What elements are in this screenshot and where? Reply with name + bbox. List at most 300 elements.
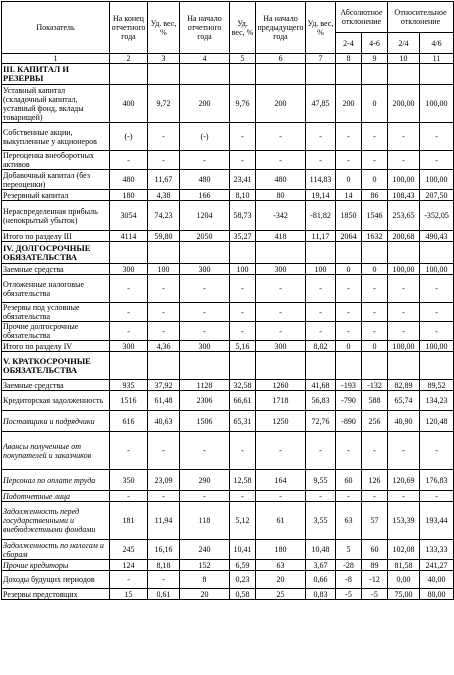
header-prev-year: На начало предыдущего года — [256, 2, 306, 54]
value-cell: -342 — [256, 201, 306, 231]
value-cell: 1718 — [256, 391, 306, 411]
value-cell: 3054 — [110, 201, 148, 231]
empty-cell — [180, 242, 230, 264]
table-row — [2, 491, 454, 502]
column-number: 9 — [362, 54, 388, 64]
value-cell: 290 — [180, 470, 230, 491]
value-cell: 300 — [110, 264, 148, 275]
row-label: Итого по разделу III — [2, 231, 110, 242]
value-cell: - — [230, 303, 256, 322]
value-cell: 0 — [362, 341, 388, 352]
value-cell: 82,89 — [388, 380, 420, 391]
value-cell: - — [306, 303, 336, 322]
value-cell: 1506 — [180, 411, 230, 432]
value-cell: - — [420, 275, 454, 303]
value-cell: 100,00 — [420, 341, 454, 352]
value-cell: 2050 — [180, 231, 230, 242]
value-cell: - — [148, 275, 180, 303]
row-label: Уставный капитал (складочный капитал, уставный фонд, вклады товарищей) — [2, 85, 110, 123]
header-abs-46: 4-6 — [362, 33, 388, 54]
value-cell: 153,39 — [388, 502, 420, 540]
empty-cell — [110, 242, 148, 264]
value-cell: - — [230, 275, 256, 303]
value-cell: 0,83 — [306, 589, 336, 600]
value-cell: 23,09 — [148, 470, 180, 491]
value-cell: - — [180, 151, 230, 170]
value-cell: 480 — [256, 170, 306, 190]
value-cell: - — [336, 123, 362, 151]
value-cell: - — [306, 322, 336, 341]
value-cell: 134,23 — [420, 391, 454, 411]
value-cell: 59,80 — [148, 231, 180, 242]
value-cell: -28 — [336, 560, 362, 571]
value-cell: 100 — [230, 264, 256, 275]
value-cell: 6,59 — [230, 560, 256, 571]
section-header-row — [2, 242, 454, 264]
empty-cell — [148, 64, 180, 85]
value-cell: - — [362, 123, 388, 151]
value-cell: 181 — [110, 502, 148, 540]
value-cell: - — [420, 491, 454, 502]
table-row — [2, 231, 454, 242]
header-start-period: На начало отчетного года — [180, 2, 230, 54]
value-cell: - — [306, 491, 336, 502]
row-label: Резервы под условные обязательства — [2, 303, 110, 322]
empty-cell — [336, 64, 362, 85]
empty-cell — [230, 64, 256, 85]
value-cell: 9,55 — [306, 470, 336, 491]
empty-cell — [256, 352, 306, 380]
column-number: 8 — [336, 54, 362, 64]
value-cell: - — [362, 303, 388, 322]
value-cell: -5 — [362, 589, 388, 600]
value-cell: 300 — [256, 264, 306, 275]
empty-cell — [336, 352, 362, 380]
value-cell: 14 — [336, 190, 362, 201]
row-label: Прочие кредиторы — [2, 560, 110, 571]
value-cell: 0 — [336, 170, 362, 190]
table-row — [2, 85, 454, 123]
value-cell: 32,58 — [230, 380, 256, 391]
value-cell: 102,08 — [388, 540, 420, 560]
value-cell: 200 — [336, 85, 362, 123]
value-cell: 0,66 — [306, 571, 336, 589]
value-cell: - — [148, 303, 180, 322]
value-cell: 89 — [362, 560, 388, 571]
value-cell: 0,61 — [148, 589, 180, 600]
value-cell: 75,00 — [388, 589, 420, 600]
table-row — [2, 303, 454, 322]
value-cell: 15 — [110, 589, 148, 600]
value-cell: - — [420, 432, 454, 470]
row-label: Кредиторская задолженность — [2, 391, 110, 411]
value-cell: - — [362, 151, 388, 170]
value-cell: 100,00 — [420, 264, 454, 275]
row-label: Заемные средства — [2, 264, 110, 275]
column-number: 3 — [148, 54, 180, 64]
value-cell: 0 — [336, 264, 362, 275]
row-label: Итого по разделу IV — [2, 341, 110, 352]
value-cell: 120,69 — [388, 470, 420, 491]
empty-cell — [336, 242, 362, 264]
value-cell: - — [110, 491, 148, 502]
value-cell: - — [256, 491, 306, 502]
value-cell: 133,33 — [420, 540, 454, 560]
value-cell: 12,58 — [230, 470, 256, 491]
value-cell: 19,14 — [306, 190, 336, 201]
value-cell: 240 — [180, 540, 230, 560]
value-cell: - — [256, 275, 306, 303]
value-cell: 61 — [256, 502, 306, 540]
table-row — [2, 540, 454, 560]
value-cell: - — [148, 571, 180, 589]
value-cell: - — [256, 303, 306, 322]
value-cell: 1204 — [180, 201, 230, 231]
value-cell: - — [180, 432, 230, 470]
value-cell: 0,58 — [230, 589, 256, 600]
value-cell: - — [336, 432, 362, 470]
value-cell: - — [388, 322, 420, 341]
value-cell: 56,83 — [306, 391, 336, 411]
empty-cell — [180, 352, 230, 380]
section-title: IV. ДОЛГОСРОЧНЫЕ ОБЯЗАТЕЛЬСТВА — [2, 242, 110, 264]
value-cell: - — [148, 322, 180, 341]
empty-cell — [388, 64, 420, 85]
section-title: V. КРАТКОСРОЧНЫЕ ОБЯЗАТЕЛЬСТВА — [2, 352, 110, 380]
value-cell: 126 — [362, 470, 388, 491]
value-cell: 176,83 — [420, 470, 454, 491]
value-cell: - — [336, 303, 362, 322]
value-cell: 57 — [362, 502, 388, 540]
value-cell: 0 — [362, 264, 388, 275]
header-abs-24: 2-4 — [336, 33, 362, 54]
value-cell: 11,94 — [148, 502, 180, 540]
value-cell: 11,17 — [306, 231, 336, 242]
value-cell: 108,43 — [388, 190, 420, 201]
value-cell: 63 — [336, 502, 362, 540]
value-cell: 588 — [362, 391, 388, 411]
value-cell: - — [180, 303, 230, 322]
row-label: Резервы предстоящих — [2, 589, 110, 600]
value-cell: - — [388, 275, 420, 303]
value-cell: 480 — [110, 170, 148, 190]
value-cell: - — [110, 275, 148, 303]
value-cell: 65,31 — [230, 411, 256, 432]
table-row — [2, 275, 454, 303]
value-cell: - — [256, 151, 306, 170]
table-row — [2, 123, 454, 151]
row-label: Задолженность по налогам и сборам — [2, 540, 110, 560]
value-cell: 86 — [362, 190, 388, 201]
empty-cell — [420, 352, 454, 380]
value-cell: 0,00 — [388, 571, 420, 589]
value-cell: 120,48 — [420, 411, 454, 432]
value-cell: - — [148, 123, 180, 151]
value-cell: 300 — [180, 341, 230, 352]
value-cell: 1632 — [362, 231, 388, 242]
value-cell: - — [306, 275, 336, 303]
value-cell: 2306 — [180, 391, 230, 411]
value-cell: 200,68 — [388, 231, 420, 242]
table-row — [2, 502, 454, 540]
value-cell: 300 — [180, 264, 230, 275]
value-cell: 8,18 — [148, 560, 180, 571]
value-cell: - — [420, 123, 454, 151]
value-cell: 100 — [306, 264, 336, 275]
header-share-1: Уд. вес, % — [148, 2, 180, 54]
table-row — [2, 190, 454, 201]
column-number: 11 — [420, 54, 454, 64]
value-cell: 1516 — [110, 391, 148, 411]
empty-cell — [306, 352, 336, 380]
value-cell: 23,41 — [230, 170, 256, 190]
empty-cell — [148, 242, 180, 264]
empty-cell — [362, 352, 388, 380]
value-cell: (-) — [110, 123, 148, 151]
value-cell: 40,90 — [388, 411, 420, 432]
section-header-row — [2, 64, 454, 85]
empty-cell — [420, 242, 454, 264]
table-row — [2, 264, 454, 275]
value-cell: 200 — [256, 85, 306, 123]
empty-cell — [306, 242, 336, 264]
value-cell: 20 — [256, 571, 306, 589]
value-cell: (-) — [180, 123, 230, 151]
row-label: Собственные акции, выкупленные у акционеров — [2, 123, 110, 151]
value-cell: - — [110, 322, 148, 341]
table-row — [2, 411, 454, 432]
value-cell: - — [148, 491, 180, 502]
value-cell: 300 — [256, 341, 306, 352]
value-cell: 200 — [180, 85, 230, 123]
value-cell: 60 — [362, 540, 388, 560]
value-cell: - — [362, 322, 388, 341]
column-number: 2 — [110, 54, 148, 64]
value-cell: 256 — [362, 411, 388, 432]
value-cell: 40,00 — [420, 571, 454, 589]
value-cell: - — [388, 123, 420, 151]
value-cell: - — [256, 123, 306, 151]
value-cell: 74,23 — [148, 201, 180, 231]
table-row — [2, 170, 454, 190]
header-share-3: Уд. вес, % — [306, 2, 336, 54]
empty-cell — [388, 242, 420, 264]
value-cell: -12 — [362, 571, 388, 589]
row-label: Отложенные налоговые обязательства — [2, 275, 110, 303]
row-label: Задолженность перед государственными и внебюджетными фондами — [2, 502, 110, 540]
empty-cell — [230, 352, 256, 380]
value-cell: - — [230, 123, 256, 151]
value-cell: 1850 — [336, 201, 362, 231]
header-rel-46: 4/6 — [420, 33, 454, 54]
table-row — [2, 470, 454, 491]
header-rel-deviation: Относительное отклонение — [388, 2, 454, 33]
value-cell: 4,38 — [148, 190, 180, 201]
value-cell: 20 — [180, 589, 230, 600]
value-cell: 935 — [110, 380, 148, 391]
row-label: Авансы полученные от покупателей и заказчиков — [2, 432, 110, 470]
value-cell: 200,00 — [388, 85, 420, 123]
table-row — [2, 391, 454, 411]
value-cell: 5,12 — [230, 502, 256, 540]
value-cell: 152 — [180, 560, 230, 571]
value-cell: 60 — [336, 470, 362, 491]
value-cell: 245 — [110, 540, 148, 560]
value-cell: - — [180, 491, 230, 502]
value-cell: 41,68 — [306, 380, 336, 391]
table-row — [2, 571, 454, 589]
value-cell: - — [148, 432, 180, 470]
section-title: III. КАПИТАЛ И РЕЗЕРВЫ — [2, 64, 110, 85]
value-cell: - — [180, 275, 230, 303]
value-cell: 37,92 — [148, 380, 180, 391]
value-cell: 80 — [256, 190, 306, 201]
value-cell: 65,74 — [388, 391, 420, 411]
value-cell: - — [388, 303, 420, 322]
row-label: Заемные средства — [2, 380, 110, 391]
empty-cell — [256, 64, 306, 85]
value-cell: 180 — [110, 190, 148, 201]
value-cell: 100,00 — [388, 341, 420, 352]
value-cell: - — [230, 322, 256, 341]
value-cell: - — [110, 571, 148, 589]
value-cell: 10,41 — [230, 540, 256, 560]
value-cell: 61,48 — [148, 391, 180, 411]
value-cell: 80,00 — [420, 589, 454, 600]
empty-cell — [362, 64, 388, 85]
value-cell: 40,63 — [148, 411, 180, 432]
value-cell: 0 — [336, 341, 362, 352]
value-cell: - — [230, 491, 256, 502]
empty-cell — [148, 352, 180, 380]
value-cell: 400 — [110, 85, 148, 123]
value-cell: 100,00 — [420, 85, 454, 123]
table-row — [2, 380, 454, 391]
empty-cell — [180, 64, 230, 85]
value-cell: 89,52 — [420, 380, 454, 391]
value-cell: 3,55 — [306, 502, 336, 540]
value-cell: 100,00 — [388, 170, 420, 190]
row-label: Переоценка внеоборотных активов — [2, 151, 110, 170]
value-cell: -790 — [336, 391, 362, 411]
row-label: Подотчетные лица — [2, 491, 110, 502]
value-cell: - — [256, 432, 306, 470]
value-cell: - — [230, 151, 256, 170]
value-cell: 350 — [110, 470, 148, 491]
value-cell: 5,16 — [230, 341, 256, 352]
value-cell: 47,85 — [306, 85, 336, 123]
value-cell: -352,05 — [420, 201, 454, 231]
value-cell: - — [388, 432, 420, 470]
table-row — [2, 322, 454, 341]
value-cell: 2064 — [336, 231, 362, 242]
value-cell: 114,83 — [306, 170, 336, 190]
value-cell: - — [306, 123, 336, 151]
value-cell: - — [336, 491, 362, 502]
value-cell: 5 — [336, 540, 362, 560]
empty-cell — [362, 242, 388, 264]
header-share-2: Уд. вес, % — [230, 2, 256, 54]
header-end-period: На конец отчетного года — [110, 2, 148, 54]
value-cell: 300 — [110, 341, 148, 352]
row-label: Поставщики и подрядчики — [2, 411, 110, 432]
value-cell: 193,44 — [420, 502, 454, 540]
column-number: 7 — [306, 54, 336, 64]
value-cell: 8 — [180, 571, 230, 589]
value-cell: 180 — [256, 540, 306, 560]
value-cell: 63 — [256, 560, 306, 571]
value-cell: -8 — [336, 571, 362, 589]
row-label: Резервный капитал — [2, 190, 110, 201]
value-cell: -81,82 — [306, 201, 336, 231]
value-cell: -132 — [362, 380, 388, 391]
value-cell: 4114 — [110, 231, 148, 242]
value-cell: -890 — [336, 411, 362, 432]
value-cell: -193 — [336, 380, 362, 391]
column-number: 1 — [2, 54, 110, 64]
value-cell: 9,76 — [230, 85, 256, 123]
value-cell: - — [420, 303, 454, 322]
empty-cell — [110, 352, 148, 380]
value-cell: - — [420, 151, 454, 170]
row-label: Персонал по оплате труда — [2, 470, 110, 491]
value-cell: 616 — [110, 411, 148, 432]
value-cell: - — [110, 303, 148, 322]
value-cell: 4,36 — [148, 341, 180, 352]
value-cell: 418 — [256, 231, 306, 242]
row-label: Доходы будущих периодов — [2, 571, 110, 589]
value-cell: 81,58 — [388, 560, 420, 571]
column-number: 10 — [388, 54, 420, 64]
header-indicator: Показатель — [2, 2, 110, 54]
table-row — [2, 201, 454, 231]
value-cell: - — [230, 432, 256, 470]
value-cell: -5 — [336, 589, 362, 600]
value-cell: 166 — [180, 190, 230, 201]
value-cell: 3,67 — [306, 560, 336, 571]
value-cell: - — [180, 322, 230, 341]
empty-cell — [230, 242, 256, 264]
empty-cell — [420, 64, 454, 85]
value-cell: 118 — [180, 502, 230, 540]
column-number: 4 — [180, 54, 230, 64]
row-label: Добавочный капитал (без переоценки) — [2, 170, 110, 190]
column-number: 5 — [230, 54, 256, 64]
value-cell: - — [336, 322, 362, 341]
column-number: 6 — [256, 54, 306, 64]
value-cell: - — [336, 151, 362, 170]
value-cell: 207,50 — [420, 190, 454, 201]
value-cell: - — [148, 151, 180, 170]
table-row — [2, 560, 454, 571]
value-cell: 58,73 — [230, 201, 256, 231]
value-cell: - — [306, 432, 336, 470]
table-row — [2, 151, 454, 170]
value-cell: - — [362, 275, 388, 303]
value-cell: 100 — [148, 264, 180, 275]
header-abs-deviation: Абсолютное отклонение — [336, 2, 388, 33]
header-row — [2, 2, 454, 33]
table-row — [2, 432, 454, 470]
value-cell: 66,61 — [230, 391, 256, 411]
value-cell: - — [420, 322, 454, 341]
row-label: Прочие долгосрочные обязательства — [2, 322, 110, 341]
value-cell: 8,10 — [230, 190, 256, 201]
value-cell: - — [306, 151, 336, 170]
value-cell: - — [362, 432, 388, 470]
value-cell: 1128 — [180, 380, 230, 391]
value-cell: 164 — [256, 470, 306, 491]
